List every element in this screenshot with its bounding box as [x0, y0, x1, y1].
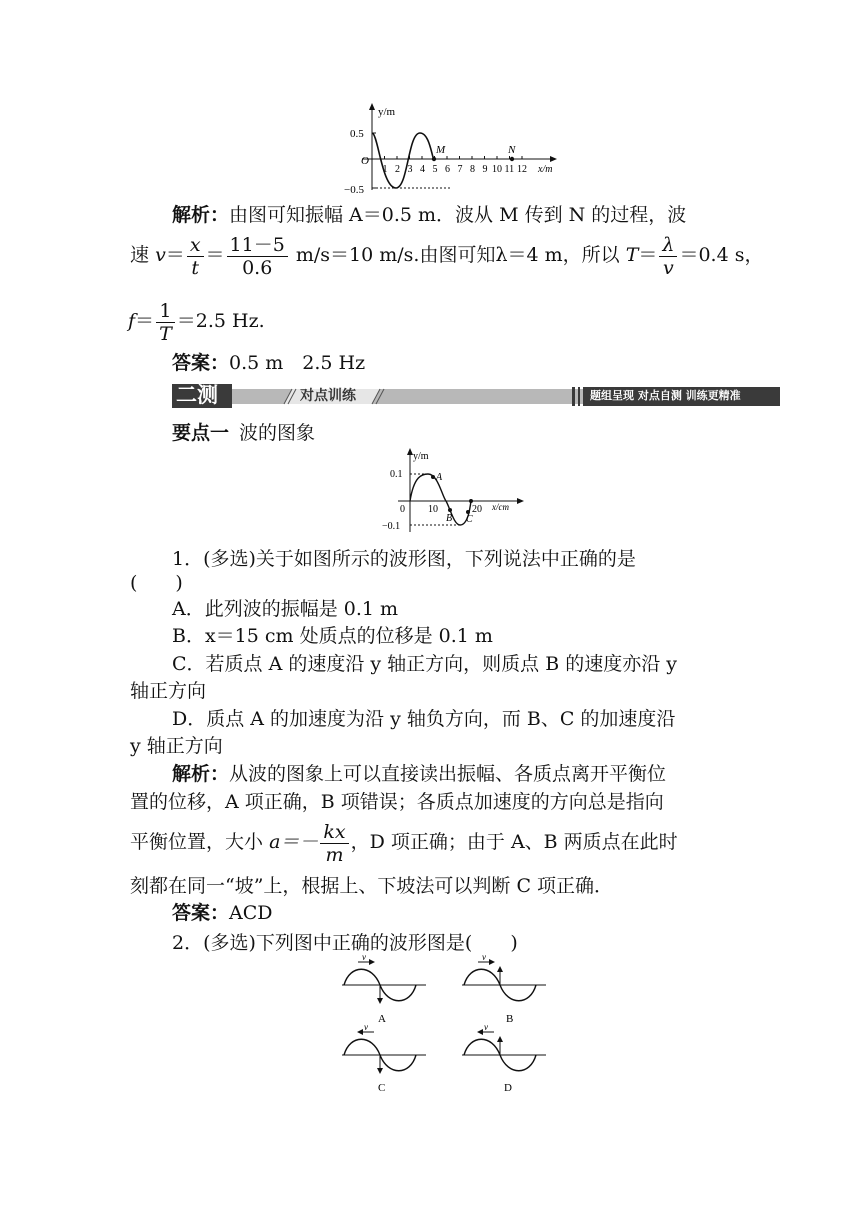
sol2-frac	[320, 821, 348, 866]
sol2-m: m	[325, 843, 344, 866]
fig1-point-m	[432, 157, 436, 161]
sol2-text1: 从波的图象上可以直接读出振幅、各质点离开平衡位	[229, 763, 667, 785]
sol1-mid: m/s＝10 m/s.由图可知λ＝4 m，所以	[295, 244, 620, 266]
option-c-label: C	[378, 1082, 386, 1094]
q1-option-c2: 轴正方向	[130, 680, 207, 702]
sol1-den: 0.6	[242, 256, 273, 279]
fig2-x-label: x/cm	[492, 502, 509, 512]
fig2-label-a: A	[436, 472, 443, 483]
sol2-line1	[172, 761, 666, 787]
sol2-a-eq: a＝－	[269, 831, 319, 853]
option-b-label: B	[506, 1013, 514, 1025]
q1-option-d2: y 轴正方向	[130, 735, 223, 757]
sol1-frac-1T	[156, 300, 175, 345]
wave-figure-2	[380, 446, 530, 536]
sol1-end: ＝0.4 s，	[679, 244, 764, 266]
option-a-wave	[342, 952, 426, 1025]
fig1-x-tick-label: 6	[445, 164, 450, 175]
ans1-label: 答案：	[172, 352, 230, 374]
banner-right: 题组呈现 对点自测 训练更精准	[590, 389, 741, 402]
banner-mid: 对点训练	[300, 388, 356, 404]
fig1-x-tick-label: 7	[457, 164, 463, 175]
ans2-text: ACD	[229, 902, 273, 924]
fig2-y-bottom: −0.1	[382, 521, 401, 532]
fig1-x-tick-label: 11	[504, 164, 515, 175]
option-d-label: D	[504, 1082, 512, 1094]
fig1-x-label: x/m	[538, 164, 553, 175]
q1-option-b: B．x＝15 cm 处质点的位移是 0.1 m	[172, 625, 493, 647]
fig1-x-tick-label: 8	[470, 164, 475, 175]
sol1-T: T	[625, 244, 639, 266]
fig1-x-tick-label: 1	[382, 164, 388, 175]
ans1-line	[172, 350, 365, 376]
fig1-x-tick-label: 5	[432, 164, 438, 175]
sol1-eq4: ＝	[135, 310, 155, 332]
fig2-origin: 0	[400, 504, 405, 515]
fig1-x-tick-label: 2	[395, 164, 400, 175]
fig1-wave	[372, 133, 434, 188]
sol1-t: t	[191, 256, 199, 279]
sol2-line3	[130, 818, 678, 866]
fig1-x-tick-label: 9	[482, 164, 488, 175]
sol1-eq3: ＝	[638, 244, 658, 266]
sol1-v2: v	[663, 256, 674, 279]
fig2-label-c: C	[466, 514, 473, 525]
option-a-v: v	[362, 952, 366, 962]
fig2-point-b	[448, 508, 452, 512]
fig1-x-tick-label: 10	[492, 164, 502, 175]
sol1-eq1: ＝	[165, 244, 185, 266]
section-label: 要点一	[172, 422, 230, 444]
sol1-line2	[130, 232, 763, 279]
option-d-v: v	[484, 1022, 488, 1032]
sol1-frac-num	[227, 234, 288, 279]
fig1-y-bottom: −0.5	[344, 184, 364, 196]
sol1-line3	[128, 298, 265, 345]
sol1-eq2: ＝	[205, 244, 225, 266]
banner-left: 二测	[176, 382, 218, 407]
section-banner	[172, 384, 780, 408]
sol1-f: f	[128, 310, 136, 332]
fig1-label-n: N	[508, 144, 516, 156]
sol1-frac-xt	[187, 234, 204, 279]
option-c-wave	[342, 1022, 426, 1094]
q1-option-d1: D．质点 A 的加速度为沿 y 轴负方向，而 B、C 的加速度沿	[172, 708, 676, 730]
ans2-line	[172, 900, 273, 926]
fig1-y-top: 0.5	[350, 128, 364, 140]
q1-stem-line2: ( )	[130, 572, 183, 594]
wave-figure-1	[340, 100, 560, 200]
sol1-label: 解析：	[172, 204, 230, 226]
sol1-v: v	[155, 244, 166, 266]
ans1-text: 0.5 m 2.5 Hz	[229, 352, 366, 374]
ans2-label: 答案：	[172, 902, 230, 924]
sol1-T2: T	[159, 322, 172, 345]
sol2-line4: 刻都在同一“坡”上，根据上、下坡法可以判断 C 项正确．	[130, 875, 614, 897]
section-title: 波的图象	[239, 422, 316, 444]
fig1-x-tick-label: 4	[420, 164, 425, 175]
sol2-line2: 置的位移，A 项正确，B 项错误；各质点加速度的方向总是指向	[130, 791, 664, 813]
section-heading	[172, 420, 315, 446]
sol1-lambda: λ	[659, 234, 677, 257]
wave-options-figure	[330, 952, 560, 1094]
sol1-num: 11－5	[227, 234, 288, 257]
fig1-x-tick-label: 3	[407, 164, 413, 175]
sol1-l3end: ＝2.5 Hz.	[176, 310, 265, 332]
q1-option-c1: C．若质点 A 的速度沿 y 轴正方向，则质点 B 的速度亦沿 y	[172, 653, 677, 675]
sol2-kx: kx	[320, 821, 348, 844]
sol2-l3-prefix: 平衡位置，大小	[130, 831, 264, 853]
option-b-wave	[462, 952, 546, 1025]
q1-option-a: A．此列波的振幅是 0.1 m	[172, 598, 399, 620]
fig1-y-label: y/m	[378, 106, 396, 118]
option-d-wave	[462, 1022, 546, 1094]
option-c-v: v	[364, 1022, 368, 1032]
fig2-point-a	[431, 475, 435, 479]
option-b-v: v	[482, 952, 486, 962]
fig2-x20: 20	[472, 504, 482, 515]
sol2-label: 解析：	[172, 763, 230, 785]
sol1-prefix: 速	[130, 244, 150, 266]
option-a-label: A	[378, 1013, 386, 1025]
fig1-x-tick-label: 12	[517, 164, 527, 175]
q2-stem: 2．(多选)下列图中正确的波形图是( )	[172, 932, 518, 954]
fig2-x10: 10	[428, 504, 438, 515]
fig2-y-label: y/m	[413, 451, 429, 462]
fig1-label-m: M	[436, 144, 446, 156]
fig1-origin: O	[361, 155, 369, 167]
sol1-one: 1	[156, 300, 175, 323]
fig2-y-top: 0.1	[390, 469, 403, 480]
q1-stem-line1: 1．(多选)关于如图所示的波形图，下列说法中正确的是	[172, 548, 636, 570]
sol1-text1: 由图可知振幅 A＝0.5 m．波从 M 传到 N 的过程，波	[229, 204, 687, 226]
fig1-point-n	[510, 157, 514, 161]
fig2-label-b: B	[446, 513, 453, 524]
sol1-frac-lambda	[659, 234, 677, 279]
sol1-line1	[172, 202, 686, 228]
sol2-l3-end: ，D 项正确；由于 A、B 两质点在此时	[350, 831, 678, 853]
sol1-x: x	[187, 234, 204, 257]
